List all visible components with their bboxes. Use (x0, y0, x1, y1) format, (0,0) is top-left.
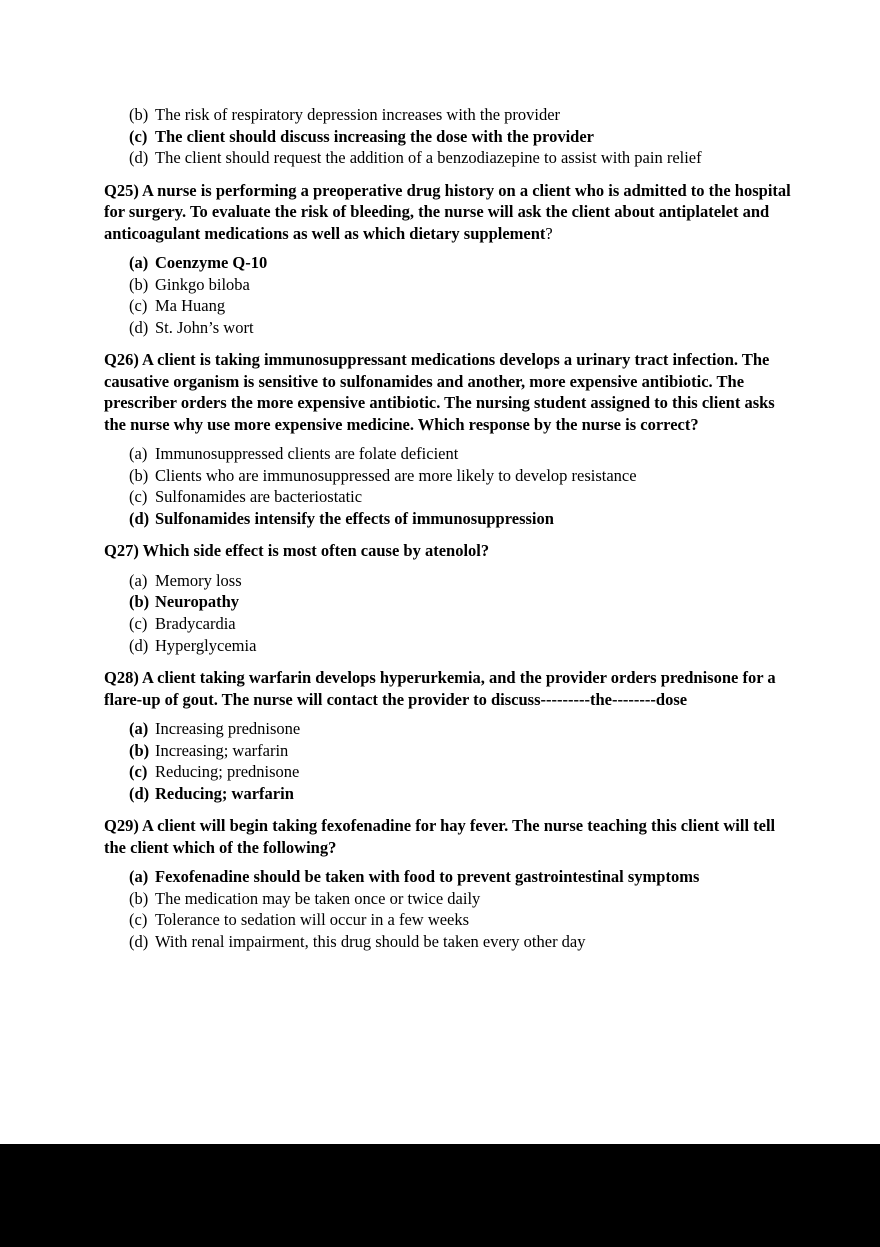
option-c: (c) Tolerance to sedation will occur in a few weeks (129, 910, 470, 930)
option-b: (b) The medication may be taken once or twice daily (129, 888, 481, 908)
question-q27: Q27) Which side effect is most often cause by atenolol? (104, 541, 490, 561)
question-q25: Q25) A nurse is performing a preoperative drug history on a client who is admitted to the hospital for surgery. To evaluate the risk of bleeding, the nurse will ask the client about antiplatelet and anticoagulant medications as well as which dietary supplement? (104, 180, 791, 243)
option-d: (d) St. John’s wort (129, 317, 254, 337)
option-c: (c) Ma Huang (129, 296, 226, 316)
option-c: (c) Bradycardia (129, 613, 236, 633)
option-d-answer: (d) Sulfonamides intensify the effects of immunosuppression (129, 508, 554, 528)
page-content (104, 104, 794, 953)
q28-options (104, 718, 794, 804)
q29-options (104, 866, 794, 952)
option-d: (d) The client should request the addition of a benzodiazepine to assist with pain relief (129, 148, 702, 168)
q27-options (104, 570, 794, 656)
option-d: (d) With renal impairment, this drug should be taken every other day (129, 931, 586, 951)
option-b: (b) The risk of respiratory depression increases with the provider (129, 105, 561, 124)
option-c-answer: (c) The client should discuss increasing the dose with the provider (129, 126, 594, 146)
option-b: (b) Increasing; warfarin (129, 740, 289, 760)
option-b: (b) Clients who are immunosuppressed are more likely to develop resistance (129, 465, 637, 485)
option-a: (a) Memory loss (129, 570, 242, 590)
option-a-answer: (a) Fexofenadine should be taken with food to prevent gastrointestinal symptoms (129, 867, 700, 887)
option-c: (c) Reducing; prednisone (129, 762, 300, 782)
question-q28: Q28) A client taking warfarin develops hyperurkemia, and the provider orders prednisone for a flare-up of gout. The nurse will contact the provider to discuss---------the--------dose (104, 668, 776, 709)
option-d: (d) Hyperglycemia (129, 635, 257, 655)
option-b: (b) Ginkgo biloba (129, 274, 250, 294)
question-q29: Q29) A client will begin taking fexofenadine for hay fever. The nurse teaching this client will tell the client which of the following? (104, 816, 776, 857)
q26-options (104, 443, 794, 529)
option-d-answer: (d) Reducing; warfarin (129, 783, 294, 803)
option-a: (a) Increasing prednisone (129, 718, 301, 738)
q25-options (104, 252, 794, 338)
continuation-options (104, 104, 794, 169)
option-c: (c) Sulfonamides are bacteriostatic (129, 487, 363, 507)
option-a-answer: (a) Coenzyme Q-10 (129, 253, 268, 272)
bottom-black-bar (0, 1144, 880, 1247)
option-a: (a) Immunosuppressed clients are folate deficient (129, 444, 459, 463)
question-q26: Q26) A client is taking immunosuppressant medications develops a urinary tract infection. The causative organism is sensitive to sulfonamides and another, more expensive antibiotic. The prescriber orders the more expensive antibiotic. The nursing student assigned to this client asks the nurse why use more expensive medicine. Which response by the nurse is correct? (104, 350, 775, 434)
option-b-answer: (b) Neuropathy (129, 592, 240, 612)
